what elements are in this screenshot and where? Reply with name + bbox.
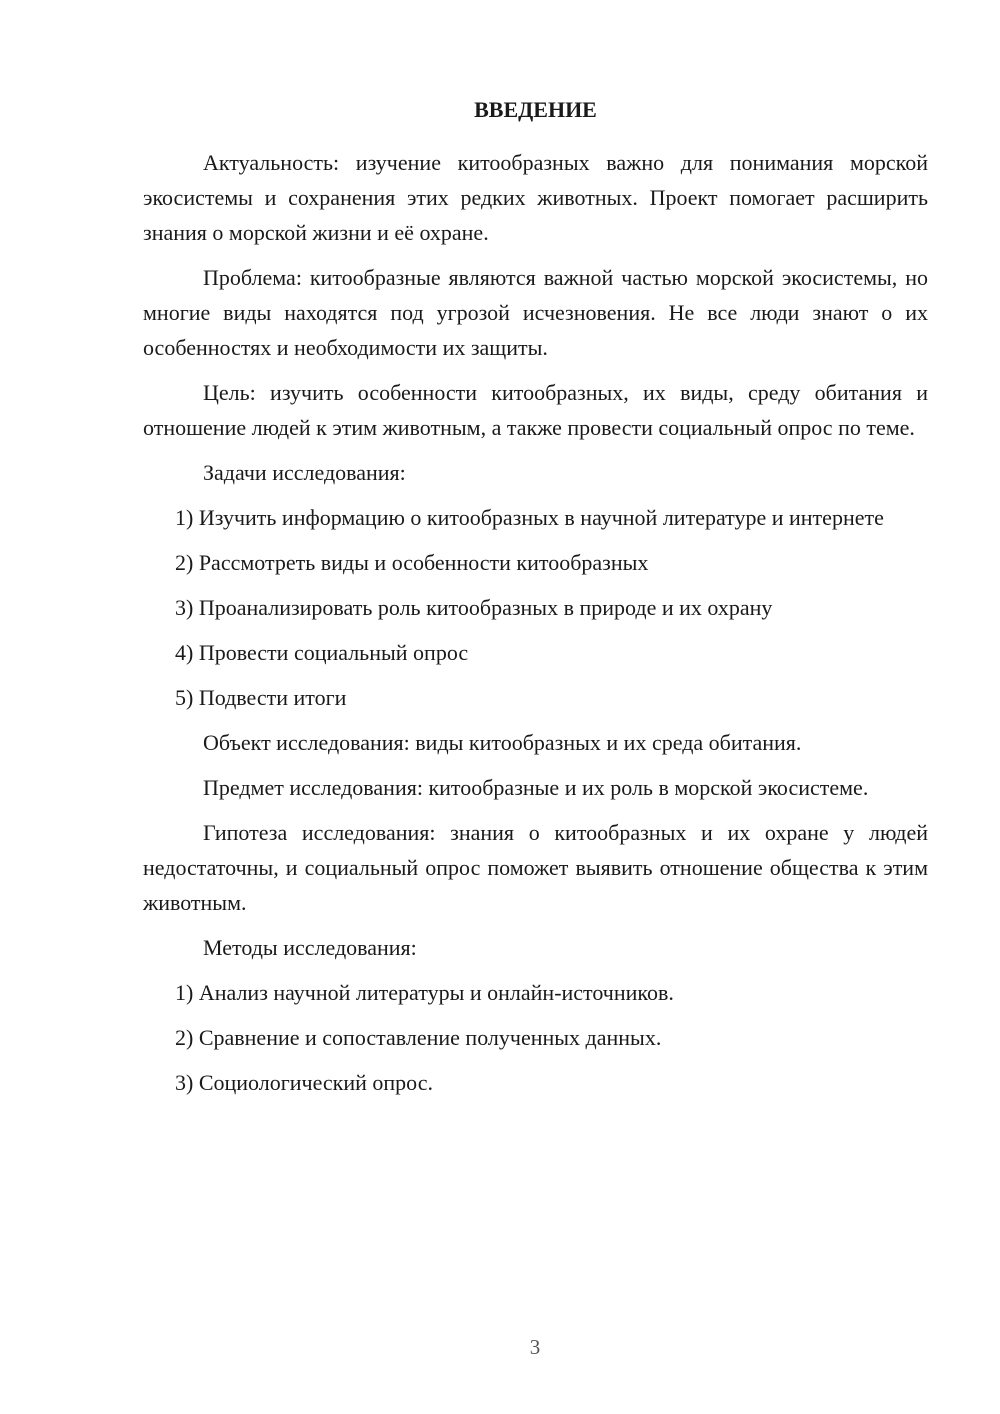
goal-paragraph: Цель: изучить особенности китообразных, их виды, среду обитания и отношение людей к этим животным, а также провести социальный опрос по теме. [143, 380, 928, 440]
section-heading: ВВЕДЕНИЕ [474, 97, 597, 122]
relevance-paragraph: Актуальность: изучение китообразных важно для понимания морской экосистемы и сохранения этих редких животных. Проект помогает расширить знания о морской жизни и её охране. [143, 150, 928, 245]
list-item: 3) Проанализировать роль китообразных в природе и их охрану [175, 595, 773, 620]
list-item: 1) Анализ научной литературы и онлайн-источников. [175, 980, 674, 1005]
document-page [143, 95, 928, 1110]
list-item: 4) Провести социальный опрос [175, 640, 469, 665]
list-item: 2) Рассмотреть виды и особенности китообразных [175, 550, 649, 575]
list-item: 5) Подвести итоги [175, 685, 347, 710]
methods-list [143, 975, 928, 1100]
subject-paragraph: Предмет исследования: китообразные и их роль в морской экосистеме. [203, 775, 869, 800]
list-item: 3) Социологический опрос. [175, 1070, 433, 1095]
tasks-list [143, 500, 928, 715]
problem-paragraph: Проблема: китообразные являются важной частью морской экосистемы, но многие виды находятся под угрозой исчезновения. Не все люди знают о их особенностях и необходимости их защиты. [143, 265, 928, 360]
hypothesis-paragraph: Гипотеза исследования: знания о китообразных и их охране у людей недостаточны, и социальный опрос поможет выявить отношение общества к этим животным. [143, 820, 928, 915]
list-item: 2) Сравнение и сопоставление полученных данных. [175, 1025, 662, 1050]
methods-label: Методы исследования: [203, 935, 417, 960]
page-number: 3 [529, 1335, 541, 1359]
list-item: 1) Изучить информацию о китообразных в научной литературе и интернете [175, 505, 884, 530]
object-paragraph: Объект исследования: виды китообразных и их среда обитания. [203, 730, 802, 755]
tasks-label: Задачи исследования: [203, 460, 406, 485]
